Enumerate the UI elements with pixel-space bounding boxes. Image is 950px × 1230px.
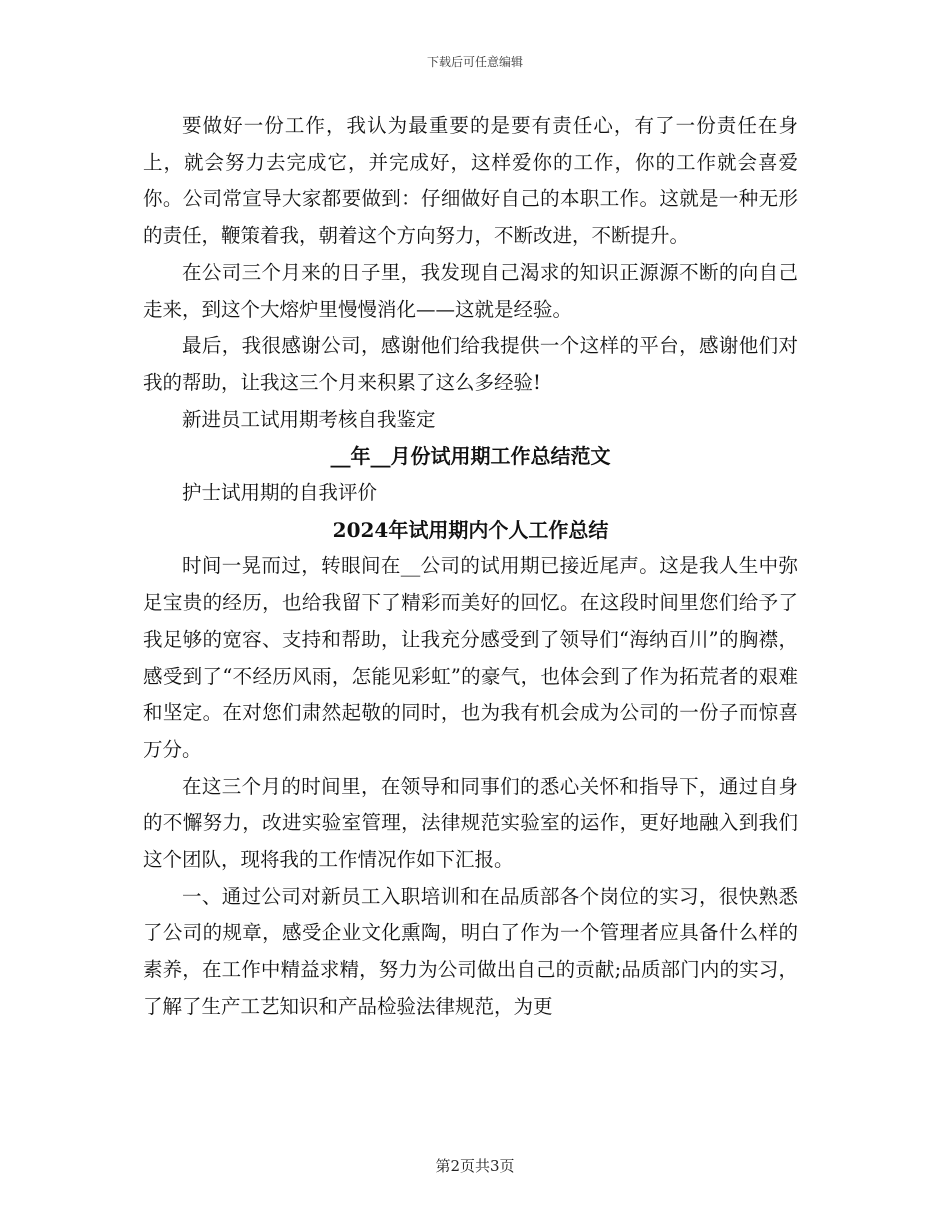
paragraph-three-months: 在这三个月的时间里，在领导和同事们的悉心关怀和指导下，通过自身的不懈努力，改进实验室管理，法律规范实验室的运作，更好地融入到我们这个团队，现将我的工作情况作如下汇报。: [143, 774, 798, 872]
paragraph-thanks: 最后，我很感谢公司，感谢他们给我提供一个这样的平台，感谢他们对我的帮助，让我这三个月来积累了这么多经验!: [143, 334, 798, 394]
section-title-monthly-summary: __年__月份试用期工作总结范文: [330, 444, 611, 469]
page-number: 第2页共3页: [435, 1157, 515, 1175]
paragraph-responsibility: 要做好一份工作，我认为最重要的是要有责任心，有了一份责任在身上，就会努力去完成它，并完成好，这样爱你的工作，你的工作就会喜爱你。公司常宣导大家都要做到：仔细做好自己的本职工作。这就是一种无形的责任，鞭策着我，朝着这个方向努力，不断改进，不断提升。: [143, 114, 798, 248]
section-title-2024-summary: 2024年试用期内个人工作总结: [332, 517, 609, 542]
related-link-nurse-evaluation: 护士试用期的自我评价: [182, 481, 378, 505]
related-link-self-appraisal: 新进员工试用期考核自我鉴定: [182, 407, 436, 431]
paragraph-experience: 在公司三个月来的日子里，我发现自己渴求的知识正源源不断的向自己走来，到这个大熔炉里慢慢消化——这就是经验。: [143, 260, 798, 321]
header-note: 下载后可任意编辑: [426, 55, 523, 69]
document-body: [143, 108, 798, 1026]
paragraph-intro: 时间一晃而过，转眼间在__公司的试用期已接近尾声。这是我人生中弥足宝贵的经历，也给我留下了精彩而美好的回忆。在这段时间里您们给予了我足够的宽容、支持和帮助，让我充分感受到了领导们“海纳百川”的胸襟，感受到了“不经历风雨，怎能见彩虹”的豪气，也体会到了作为拓荒者的艰难和坚定。在对您们肃然起敬的同时，也为我有机会成为公司的一份子而惊喜万分。: [143, 554, 798, 761]
paragraph-point-one: 一、通过公司对新员工入职培训和在品质部各个岗位的实习，很快熟悉了公司的规章，感受企业文化熏陶，明白了作为一个管理者应具备什么样的素养，在工作中精益求精，努力为公司做出自己的贡献;品质部门内的实习，了解了生产工艺知识和产品检验法律规范，为更: [143, 884, 798, 1018]
